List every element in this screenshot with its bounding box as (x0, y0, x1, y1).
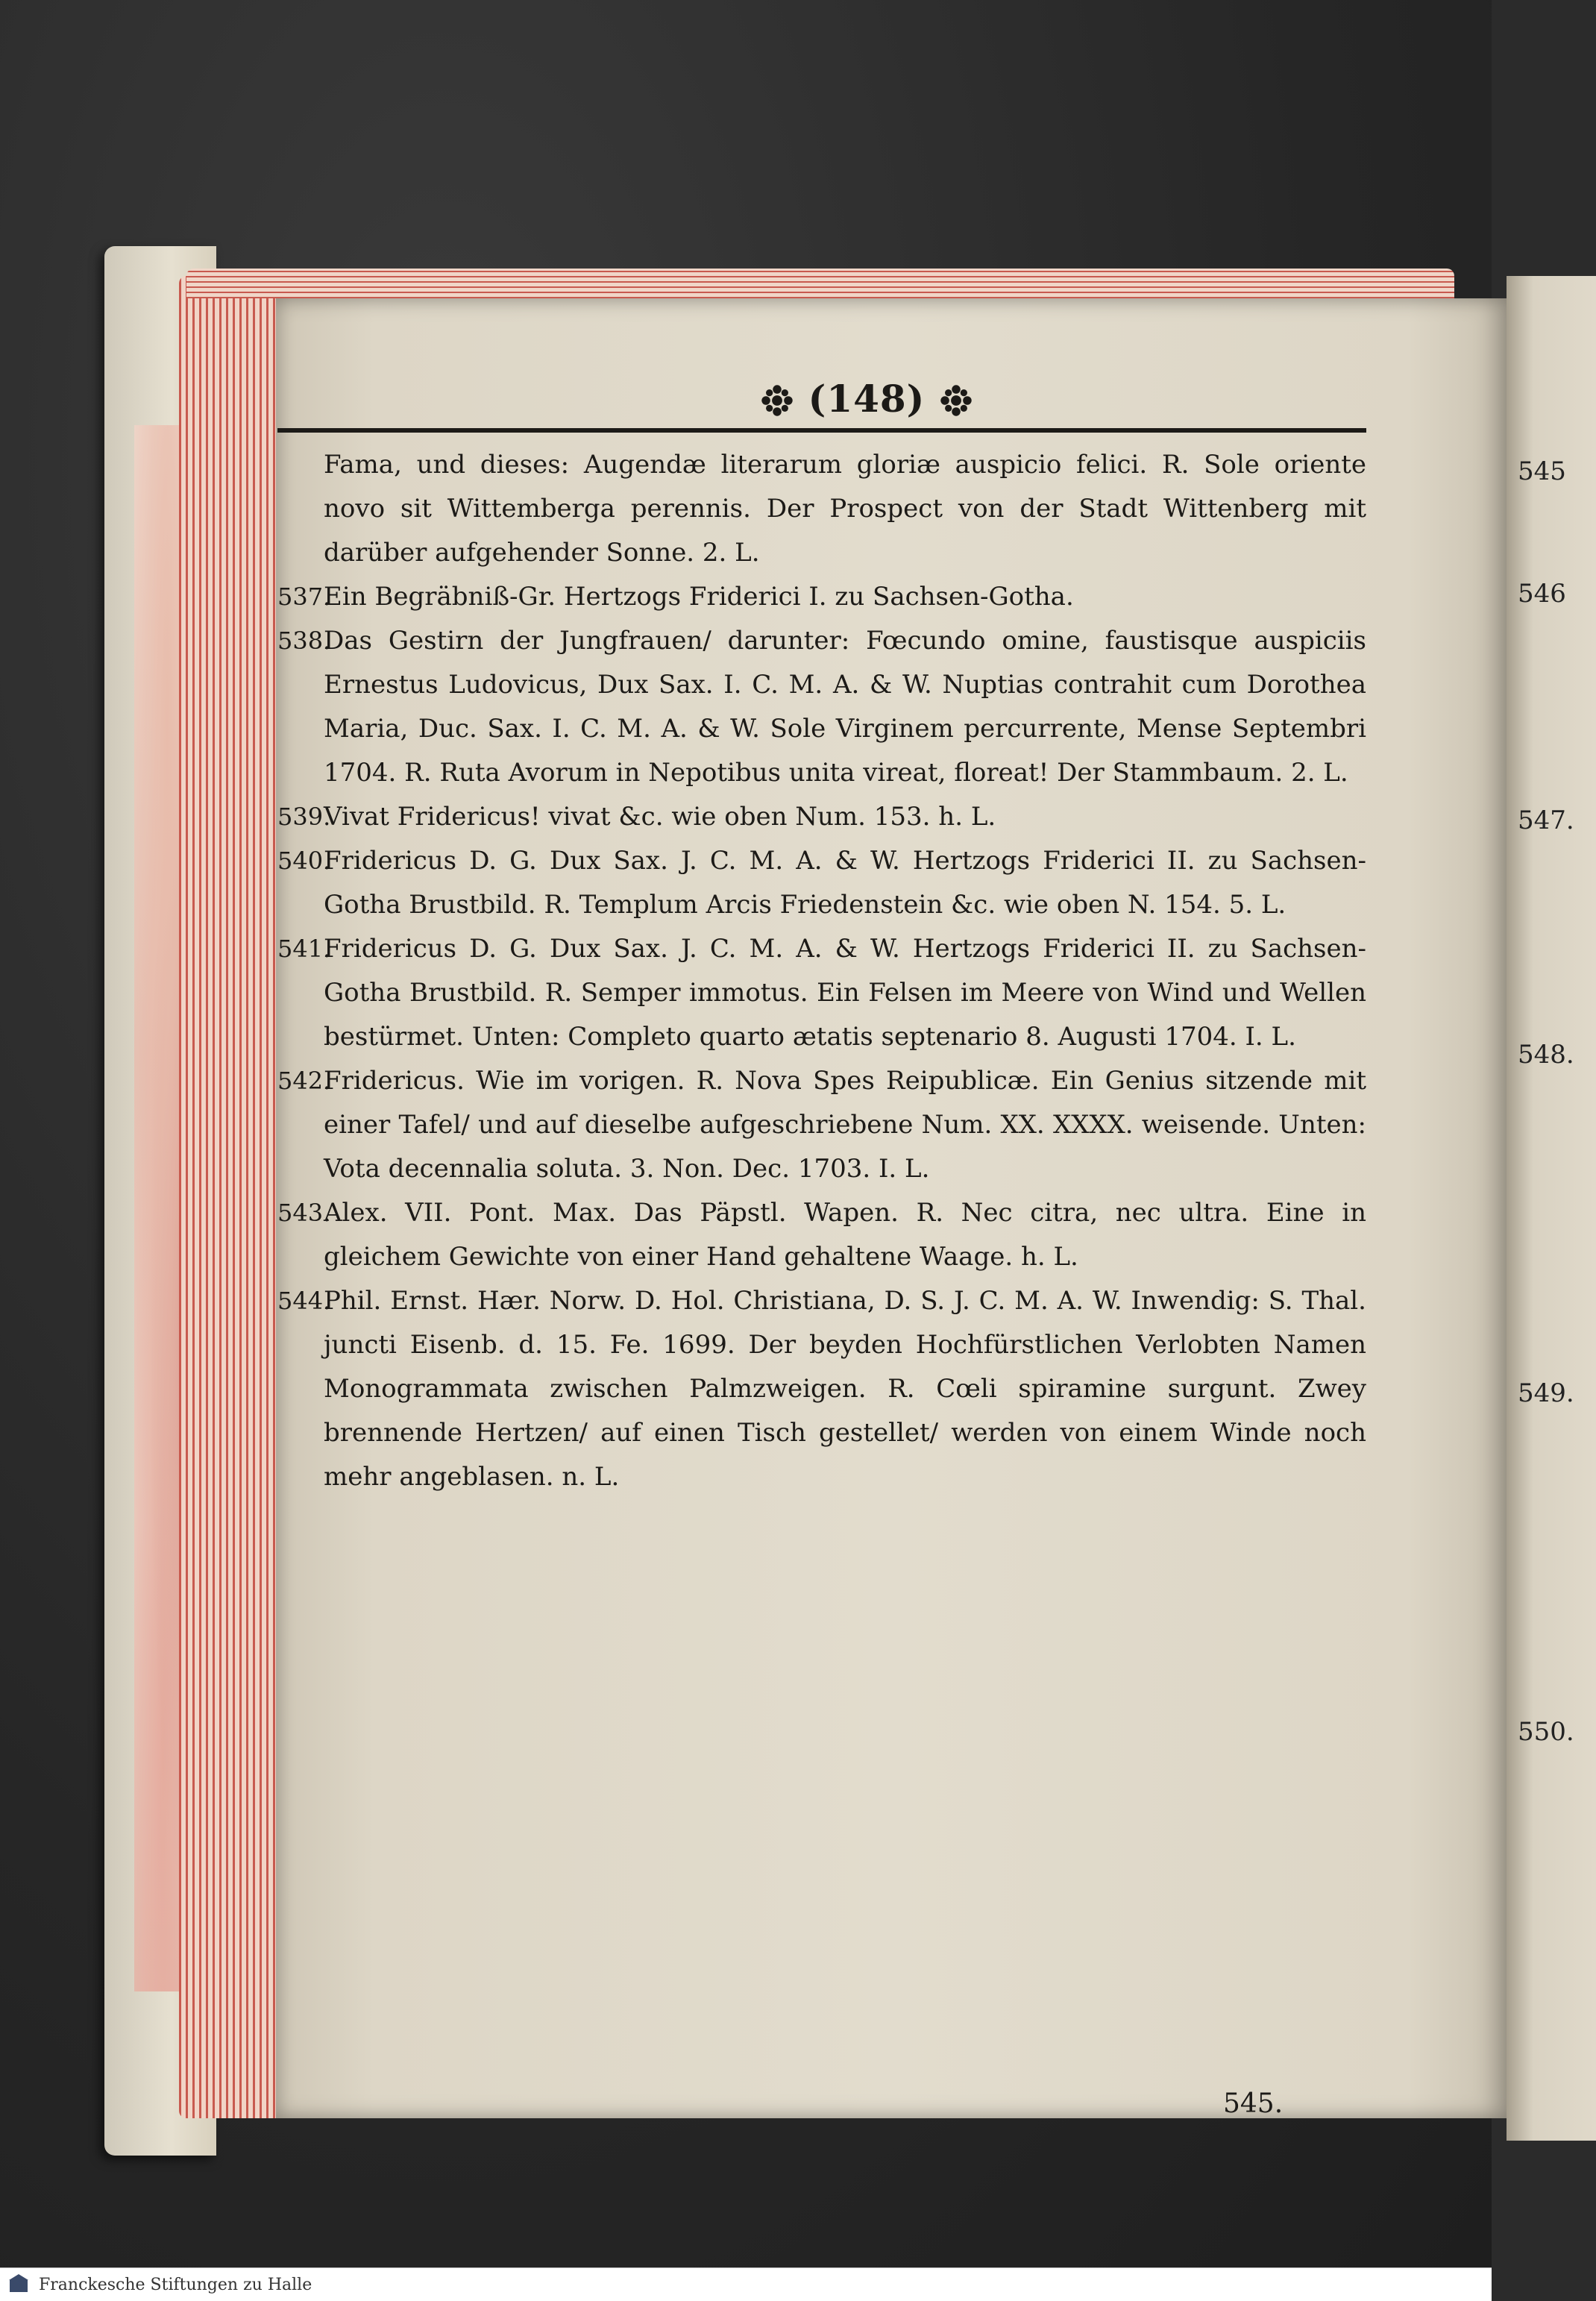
facing-page-numbers (1518, 440, 1596, 1763)
list-item (277, 839, 1366, 927)
entry-number: 541. (277, 935, 331, 963)
page-content (277, 373, 1366, 1499)
facing-number: 545 (1518, 456, 1566, 486)
list-item (277, 927, 1366, 1059)
list-item (277, 795, 1366, 839)
institution-logo-icon (7, 2273, 30, 2295)
footer-bar (0, 2267, 1492, 2301)
flower-ornament-icon (939, 383, 973, 418)
entry-number: 540. (277, 847, 331, 875)
page-edges-top (186, 269, 1454, 298)
header-rule (277, 428, 1366, 433)
page-number: (148) (808, 377, 926, 421)
entry-text: Das Gestirn der Jungfrauen/ darunter: Fœcundo omine, faustisque auspiciis Ernestus Ludovicus, Dux Sax. I. C. M. A. & W. Nuptias contrahit cum Dorothea Maria, Duc. Sax. I. C. M. A. & W. Sole Virginem percurrente, Mense Septembri 1704. R. Ruta Avorum in Nepotibus unita vireat, floreat! Der Stammbaum. 2. L. (324, 626, 1366, 788)
facing-number: 546 (1518, 579, 1566, 609)
entry-text: Ein Begräbniß-Gr. Hertzogs Friderici I. zu Sachsen-Gotha. (324, 582, 1074, 612)
footer-label: Franckesche Stiftungen zu Halle (39, 2276, 312, 2294)
list-item (277, 1191, 1366, 1279)
facing-number: 549. (1518, 1378, 1574, 1408)
entry-number: 543. (277, 1199, 331, 1227)
list-item (277, 443, 1366, 575)
entry-text: Fridericus D. G. Dux Sax. J. C. M. A. & W. Hertzogs Friderici II. zu Sachsen-Gotha Brustbild. R. Semper immotus. Ein Felsen im Meere von Wind und Wellen bestürmet. Unten: Completo quarto ætatis septenario 8. Augusti 1704. I. L. (324, 934, 1366, 1052)
entry-text: Vivat Fridericus! vivat &c. wie oben Num. 153. h. L. (324, 802, 996, 832)
entry-text: Phil. Ernst. Hær. Norw. D. Hol. Christiana, D. S. J. C. M. A. W. Inwendig: S. Thal. juncti Eisenb. d. 15. Fe. 1699. Der beyden Hochfürstlichen Verlobten Namen Monogrammata zwischen Palmzweigen. R. Cœli spiramine surgunt. Zwey brennende Hertzen/ auf einen Tisch gestellet/ werden von einem Winde noch mehr angeblasen. n. L. (324, 1286, 1366, 1492)
entry-text: Fridericus D. G. Dux Sax. J. C. M. A. & W. Hertzogs Friderici II. zu Sachsen-Gotha Brustbild. R. Templum Arcis Friedenstein &c. wie oben N. 154. 5. L. (324, 846, 1366, 920)
page-header (367, 373, 1366, 425)
entry-number: 538. (277, 627, 331, 655)
list-item (277, 1059, 1366, 1191)
entry-list (277, 443, 1366, 1499)
entry-number: 544. (277, 1287, 331, 1315)
facing-number: 548. (1518, 1040, 1574, 1070)
entry-text: Fama, und dieses: Augendæ literarum gloriæ auspicio felici. R. Sole oriente novo sit Wittemberga perennis. Der Prospect von der Stadt Wittenberg mit darüber aufgehender Sonne. 2. L. (324, 450, 1366, 568)
entry-number: 537. (277, 583, 331, 611)
list-item (277, 575, 1366, 619)
facing-number: 547. (1518, 806, 1574, 835)
entry-text: Alex. VII. Pont. Max. Das Päpstl. Wapen. R. Nec citra, nec ultra. Eine in gleichem Gewichte von einer Hand gehaltene Waage. h. L. (324, 1198, 1366, 1272)
book (104, 231, 1574, 2230)
page-edges-left (179, 276, 276, 2118)
entry-number (277, 443, 324, 575)
entry-number: 542. (277, 1067, 331, 1095)
entry-text: Fridericus. Wie im vorigen. R. Nova Spes Reipublicæ. Ein Genius sitzende mit einer Tafel/ und auf dieselbe aufgeschriebene Num. XX. XXXX. weisende. Unten: Vota decennalia soluta. 3. Non. Dec. 1703. I. L. (324, 1066, 1366, 1184)
facing-number: 550. (1518, 1717, 1574, 1747)
list-item (277, 1279, 1366, 1499)
catchword: 545. (1223, 2088, 1284, 2119)
list-item (277, 619, 1366, 795)
flower-ornament-icon (760, 383, 794, 418)
entry-number: 539. (277, 803, 331, 831)
